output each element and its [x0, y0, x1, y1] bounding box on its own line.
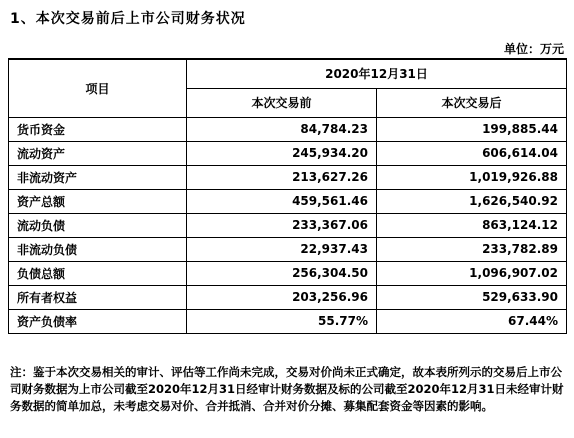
row-before-value: 256,304.50 [187, 261, 377, 285]
row-after-value: 67.44% [377, 309, 567, 333]
row-before-value: 55.77% [187, 309, 377, 333]
row-after-value: 1,096,907.02 [377, 261, 567, 285]
row-before-value: 213,627.26 [187, 165, 377, 189]
row-label: 非流动资产 [9, 165, 187, 189]
row-label: 负债总额 [9, 261, 187, 285]
table-row [9, 309, 567, 333]
row-label: 资产负债率 [9, 309, 187, 333]
row-before-value: 22,937.43 [187, 237, 377, 261]
row-before-value: 459,561.46 [187, 189, 377, 213]
table-row [9, 213, 567, 237]
row-before-value: 203,256.96 [187, 285, 377, 309]
row-before-value: 233,367.06 [187, 213, 377, 237]
row-after-value: 199,885.44 [377, 117, 567, 141]
row-after-value: 1,626,540.92 [377, 189, 567, 213]
financial-table [8, 58, 567, 334]
header-after: 本次交易后 [377, 88, 567, 117]
row-before-value: 245,934.20 [187, 141, 377, 165]
section-title: 1、本次交易前后上市公司财务状况 [10, 11, 246, 27]
row-after-value: 863,124.12 [377, 213, 567, 237]
header-date: 2020年12月31日 [187, 59, 567, 88]
table-row [9, 165, 567, 189]
table-row [9, 117, 567, 141]
row-after-value: 1,019,926.88 [377, 165, 567, 189]
row-label: 资产总额 [9, 189, 187, 213]
unit-label: 单位：万元 [503, 42, 564, 56]
row-label: 非流动负债 [9, 237, 187, 261]
row-label: 流动资产 [9, 141, 187, 165]
row-before-value: 84,784.23 [187, 117, 377, 141]
table-row [9, 261, 567, 285]
row-after-value: 529,633.90 [377, 285, 567, 309]
header-item: 项目 [9, 59, 187, 117]
table-row [9, 285, 567, 309]
row-label: 所有者权益 [9, 285, 187, 309]
table-note: 注：鉴于本次交易相关的审计、评估等工作尚未完成，交易对价尚未正式确定，故本表所列示的交易后上市公司财务数据为上市公司截至2020年12月31日经审计财务数据及标的公司截至2020年12月31日未经审计财务数据的简单加总，未考虑交易对价、合并抵消、合并对价分摊、募集配套资金等因素的影响。 [10, 365, 564, 413]
table-row [9, 141, 567, 165]
table-row [9, 237, 567, 261]
row-after-value: 606,614.04 [377, 141, 567, 165]
table-row [9, 189, 567, 213]
header-before: 本次交易前 [187, 88, 377, 117]
row-label: 流动负债 [9, 213, 187, 237]
row-after-value: 233,782.89 [377, 237, 567, 261]
row-label: 货币资金 [9, 117, 187, 141]
